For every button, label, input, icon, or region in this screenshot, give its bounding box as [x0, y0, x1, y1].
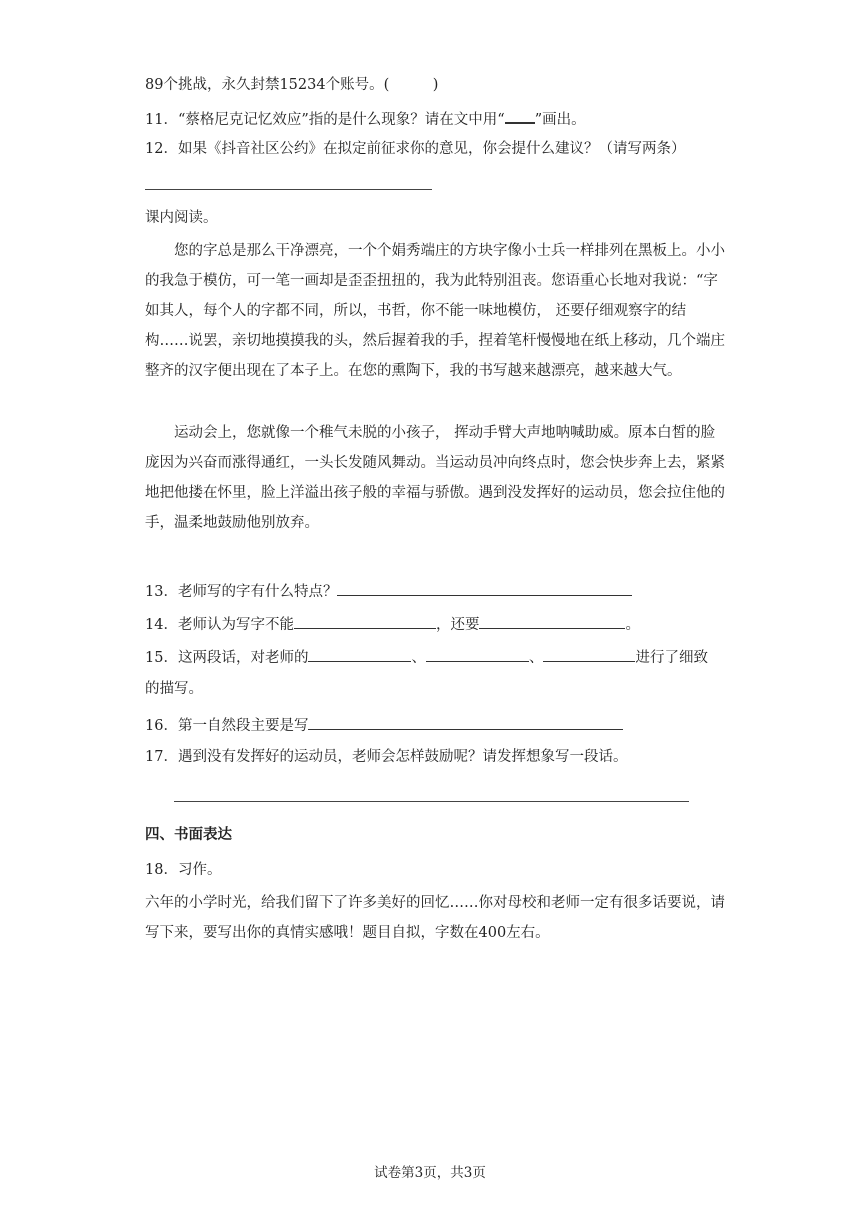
answer-blank-15b[interactable]	[426, 646, 529, 662]
underline-mark	[505, 107, 535, 124]
question-14-text-c: 。	[625, 617, 640, 633]
question-15-text-b: 进行了细致	[635, 650, 708, 666]
answer-blank-15c[interactable]	[543, 646, 635, 662]
page-footer: 试卷第3页，共3页	[374, 1165, 486, 1181]
reading-title: 课内阅读。	[145, 210, 218, 226]
answer-blank-15a[interactable]	[308, 646, 411, 662]
question-12: 12．如果《抖音社区公约》在拟定前征求你的意见，你会提什么建议？（请写两条）	[145, 141, 686, 157]
answer-blank-14a[interactable]	[294, 613, 436, 629]
question-11-text-end: ”画出。	[534, 112, 586, 128]
question-13	[145, 580, 632, 602]
question-15-cont: 的描写。	[145, 681, 203, 697]
answer-blank-16[interactable]	[308, 714, 623, 730]
question-13-text: 13．老师写的字有什么特点？	[145, 584, 338, 600]
question-15	[145, 646, 708, 668]
essay-prompt: 六年的小学时光，给我们留下了许多美好的回忆……你对母校和老师一定有很多话要说，请写下来，要写出你的真情实感哦！题目自拟，字数在400左右。	[145, 895, 725, 941]
passage-paragraph-2: 运动会上，您就像一个稚气未脱的小孩子， 挥动手臂大声地呐喊助威。原本白皙的脸庞因为兴奋而涨得通红，一头长发随风舞动。当运动员冲向终点时，您会快步奔上去，紧紧地把他搂在怀里，脸上洋溢出孩子般的幸福与骄傲。遇到没发挥好的运动员，您会拉住他的手，温柔地鼓励他别放弃。	[145, 425, 725, 531]
question-14-text-b: ，还要	[435, 617, 480, 633]
question-14	[145, 613, 640, 635]
question-11-text: 11．“蔡格尼克记忆效应”指的是什么现象？请在文中用“	[145, 112, 505, 128]
answer-blank-14b[interactable]	[479, 613, 625, 629]
question-16-text: 16．第一自然段主要是写	[145, 718, 309, 734]
question-15-sep-1: 、	[411, 650, 426, 666]
question-18: 18．习作。	[145, 862, 222, 878]
question-16	[145, 714, 623, 736]
answer-line-12[interactable]	[145, 189, 432, 190]
question-10-tail: 89个挑战，永久封禁15234个账号。( )	[145, 77, 439, 93]
question-17: 17．遇到没有发挥好的运动员，老师会怎样鼓励呢？请发挥想象写一段话。	[145, 749, 628, 765]
answer-line-17[interactable]	[174, 801, 689, 802]
question-15-text-a: 15．这两段话，对老师的	[145, 650, 309, 666]
answer-blank-13[interactable]	[337, 580, 632, 596]
question-15-sep-2: 、	[528, 650, 544, 666]
section-heading: 四、书面表达	[145, 826, 232, 843]
question-11	[145, 107, 586, 130]
passage-paragraph-1: 您的字总是那么干净漂亮，一个个娟秀端庄的方块字像小士兵一样排列在黑板上。小小的我急于模仿，可一笔一画却是歪歪扭扭的，我为此特别沮丧。您语重心长地对我说：“字如其人，每个人的字都不同，所以，书哲，你不能一味地模仿， 还要仔细观察字的结构……说罢，亲切地摸摸我的头，然后握着我的手，捏着笔杆慢慢地在纸上移动，几个端庄整齐的汉字便出现在了本子上。在您的熏陶下，我的书写越来越漂亮，越来越大气。	[145, 243, 725, 379]
question-14-text-a: 14．老师认为写字不能	[145, 617, 294, 633]
